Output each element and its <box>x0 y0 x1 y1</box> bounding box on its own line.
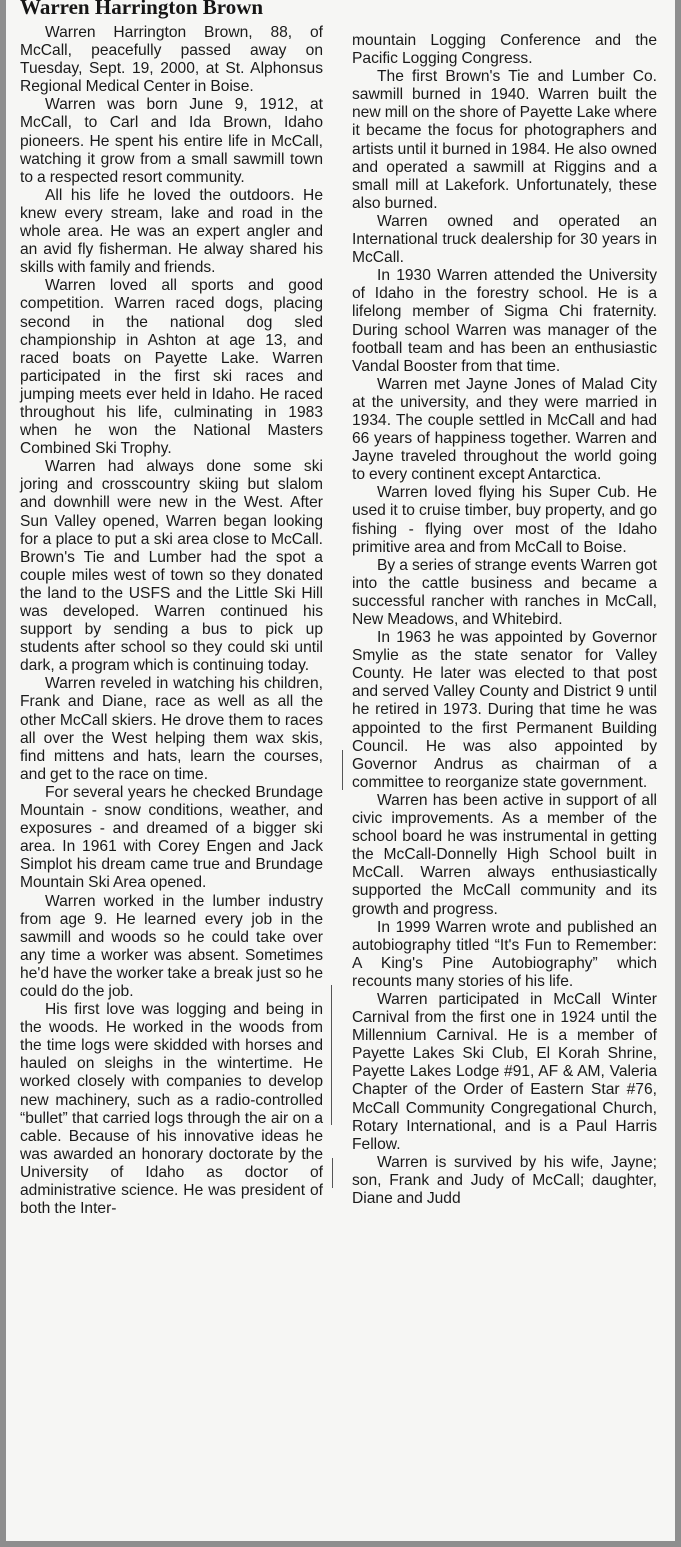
paragraph: All his life he loved the outdoors. He knew every stream, lake and road in the whole area. He was an expert angler and an avid fly fisherman. He alway shared his skills with family and friends. <box>20 186 323 277</box>
paragraph: Warren reveled in watching his children, Frank and Diane, race as well as all the other McCall skiers. He drove them to races all over the West helping them wax skis, find mittens and hats, learn the courses, and get to the race on time. <box>20 675 323 783</box>
paragraph: Warren owned and operated an International truck dealership for 30 years in McCall. <box>352 212 657 267</box>
paragraph: His first love was logging and being in the woods. He worked in the woods from the time logs were skidded with horses and hauled on sleighs in the wintertime. He worked closely with companies to develop new machinery, such as a radio-controlled “bullet” that carried logs through the air on a cable. Because of his innovative ideas he was awarded an honorary doctorate by the University of Idaho as doctor of administrative science. He was president of both the Inter- <box>20 1001 323 1218</box>
paragraph: For several years he checked Brundage Mountain - snow conditions, weather, and exposures - and dreamed of a bigger ski area. In 1961 with Corey Engen and Jack Simplot his dream came true and Brundage Mountain Ski Area opened. <box>20 783 323 892</box>
left-column <box>20 24 323 1218</box>
paragraph: In 1999 Warren wrote and published an autobiography titled “It's Fun to Remember: A King's Pine Autobiography” which recounts many stories of his life. <box>352 918 657 990</box>
paragraph: Warren has been active in support of all civic improvements. As a member of the school board he was instrumental in getting the McCall-Donnelly High School built in McCall. Warren always enthusiastically supported the McCall community and its growth and progress. <box>352 791 657 918</box>
column-rule-fragment <box>331 985 332 1125</box>
paragraph: Warren was born June 9, 1912, at McCall, to Carl and Ida Brown, Idaho pioneers. He spent his entire life in McCall, watching it grow from a small sawmill town to a respected resort community. <box>20 96 323 186</box>
paragraph: Warren loved flying his Super Cub. He used it to cruise timber, buy property, and go fishing - flying over most of the Idaho primitive area and from McCall to Boise. <box>352 484 657 556</box>
column-rule-fragment <box>332 1158 333 1188</box>
paragraph: Warren is survived by his wife, Jayne; son, Frank and Judy of McCall; daughter, Diane and Judd <box>352 1153 657 1207</box>
column-rule-fragment <box>342 750 343 790</box>
paragraph: Warren participated in McCall Winter Carnival from the first one in 1924 until the Millennium Carnival. He is a member of Payette Lakes Ski Club, El Korah Shrine, Payette Lakes Lodge #91, AF & AM, Valeria Chapter of the Order of Eastern Star #76, McCall Community Congregational Church, Rotary International, and is a Paul Harris Fellow. <box>352 990 657 1153</box>
paragraph: Warren loved all sports and good competition. Warren raced dogs, placing second in the national dog sled championship in Ashton at age 13, and raced boats on Payette Lake. Warren participated in the first ski races and jumping meets ever held in Idaho. He raced throughout his life, culminating in 1983 when he won the National Masters Combined Ski Trophy. <box>20 277 323 458</box>
right-column <box>352 32 657 1208</box>
paragraph: In 1930 Warren attended the University of Idaho in the forestry school. He is a lifelong member of Sigma Chi fraternity. During school Warren was manager of the football team and has been an enthusiastic Vandal Booster from that time. <box>352 267 657 375</box>
paragraph: Warren Harrington Brown, 88, of McCall, peacefully passed away on Tuesday, Sept. 19, 2000, at St. Alphonsus Regional Medical Center in Boise. <box>20 24 323 96</box>
paragraph: The first Brown's Tie and Lumber Co. sawmill burned in 1940. Warren built the new mill on the shore of Payette Lake where it became the focus for photographers and artists until it burned in 1984. He also owned and operated a sawmill at Riggins and a small mill at Lakefork. Unfortunately, these also burned. <box>352 68 657 212</box>
paragraph: Warren had always done some ski joring and crosscountry skiing but slalom and downhill were new in the West. After Sun Valley opened, Warren began looking for a place to put a ski area close to McCall. Brown's Tie and Lumber had the spot a couple miles west of town so they donated the land to the USFS and the Little Ski Hill was developed. Warren continued his support by sending a bus to pick up students after school so they could ski until dark, a program which is continuing today. <box>20 458 323 675</box>
paragraph: In 1963 he was appointed by Governor Smylie as the state senator for Valley County. He later was elected to that post and served Valley County and District 9 until he retired in 1973. During that time he was appointed to the first Permanent Building Council. He was also appointed by Governor Andrus as chairman of a committee to reorganize state government. <box>352 629 657 791</box>
paragraph: By a series of strange events Warren got into the cattle business and became a successful rancher with ranches in McCall, New Meadows, and Whitebird. <box>352 556 657 628</box>
paragraph-continuation: mountain Logging Conference and the Pacific Logging Congress. <box>352 32 657 68</box>
paragraph: Warren met Jayne Jones of Malad City at the university, and they were married in 1934. The couple settled in McCall and had 66 years of happiness together. Warren and Jayne traveled throughout the world going to every continent except Antarctica. <box>352 375 657 484</box>
paragraph: Warren worked in the lumber industry from age 9. He learned every job in the sawmill and woods so he could take over any time a worker was absent. Sometimes he'd have the worker take a break just so he could do the job. <box>20 892 323 1000</box>
newspaper-clipping <box>6 0 675 1541</box>
obituary-headline: Warren Harrington Brown <box>20 0 264 19</box>
